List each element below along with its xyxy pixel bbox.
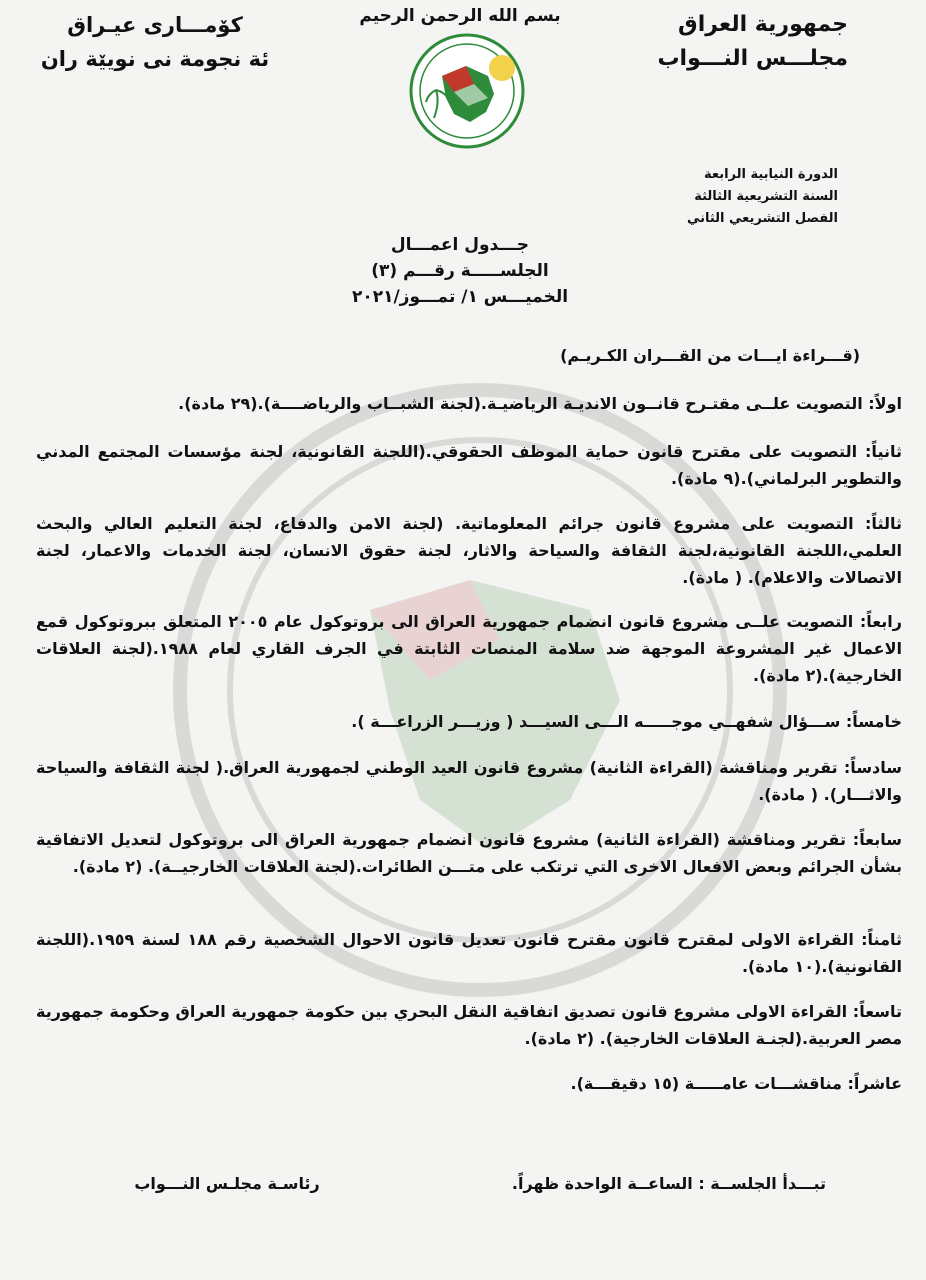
session-number: الجلســـــة رقـــم (٣) — [371, 261, 549, 281]
agenda-item: ثالثاً: التصويت على مشروع قانون جرائم المعلوماتية. (لجنة الامن والدفاع، لجنة التعليم العالي والبحث العلمي،اللجنة القانونية،لجنة الثقافة والسياحة والاثار، لجنة حقوق الانسان، لجنة الخدمات والاعمار، لجنة الاتصالات والاعلام). ( مادة). — [36, 514, 902, 587]
agenda-item: سادساً: تقرير ومناقشة (القراءة الثانية) مشروع قانون العيد الوطني لجمهورية العراق.( لجنة الثقافة والسياحة والاثـــار). ( مادة). — [36, 758, 902, 804]
session-start-time: تبـــدأ الجلســة : الساعــة الواحدة ظهراً. — [511, 1174, 826, 1193]
session-info — [578, 164, 838, 230]
agenda-title — [280, 232, 640, 310]
agenda-item: تاسعاً: القراءة الاولى مشروع قانون تصديق اتفاقية النقل البحري بين حكومة جمهورية العراق وحكومة جمهورية مصر العربية.(لجنـة العلاقات الخارجية). (٢ مادة). — [36, 1002, 902, 1048]
basmala: بسم الله الرحمن الرحيم — [359, 6, 561, 26]
session-date: الخميـــس ١/ تمـــوز/٢٠٢١ — [351, 287, 569, 307]
parliament-logo-icon — [408, 32, 526, 150]
agenda-heading: جـــدول اعمـــال — [390, 235, 530, 255]
council-name-kurdish: ئة نجومة نى نويێة ران — [40, 47, 270, 71]
agenda-item: ثامناً: القراءة الاولى لمقترح قانون مقترح قانون تعديل قانون الاحوال الشخصية رقم ١٨٨ لسنة ١٩٥٩.(اللجنة القانونية).(١٠ مادة). — [36, 930, 902, 976]
header-left — [30, 8, 280, 76]
country-name-kurdish: كۆمـــارى عيـراق — [67, 13, 243, 37]
agenda-item: عاشراً: مناقشـــات عامـــــة (١٥ دقيقـــة). — [570, 1074, 902, 1093]
legislative-year: السنة التشريعية الثالثة — [694, 189, 838, 204]
agenda-items — [36, 390, 902, 1093]
council-name: مجلـــس النـــواب — [657, 46, 848, 71]
signature-block: رئاسـة مجلـس النـــواب — [134, 1174, 320, 1193]
agenda-item: خامساً: ســـؤال شفهــي موجـــــه الـــى السيـــد ( وزيـــر الزراعـــة ). — [351, 712, 902, 731]
agenda-item: رابعاً: التصويت علــى مشروع قانون انضمام جمهورية العراق الى بروتوكول عام ٢٠٠٥ المتعلق ببروتوكول قمع الاعمال غير المشروعة الموجهة ضد سلامة المنصات الثابتة في الجرف القاري لعام ١٩٨٨.(لجنة العلاقات الخارجية).(٢ مادة). — [36, 612, 902, 685]
header-right — [628, 8, 848, 76]
legislative-term: الفصل التشريعي الثاني — [686, 211, 838, 226]
country-name: جمهورية العراق — [678, 12, 848, 37]
quran-reading: (قـــراءة ايـــات من القـــران الكـريـم) — [560, 346, 860, 365]
agenda-item: ثانياً: التصويت على مقترح قانون حماية الموظف الحقوقي.(اللجنة القانونية، لجنة مؤسسات المجتمع المدني والتطوير البرلماني).(٩ مادة). — [36, 442, 902, 488]
agenda-item: اولاً: التصويت علــى مقتـرح قانــون الانديـة الرياضيـة.(لجنة الشبــاب والرياضــــة).(٢٩ مادة). — [178, 394, 902, 413]
parliament-term: الدورة النيابية الرابعة — [703, 167, 838, 182]
agenda-item: سابعاً: تقرير ومناقشة (القراءة الثانية) مشروع قانون انضمام جمهورية العراق الى بروتوكول لتعديل الاتفاقية بشأن الجرائم وبعض الافعال الاخرى التي ترتكب على متـــن الطائرات.(لجنة العلاقات الخارجيــة). (٢ مادة). — [36, 830, 902, 876]
